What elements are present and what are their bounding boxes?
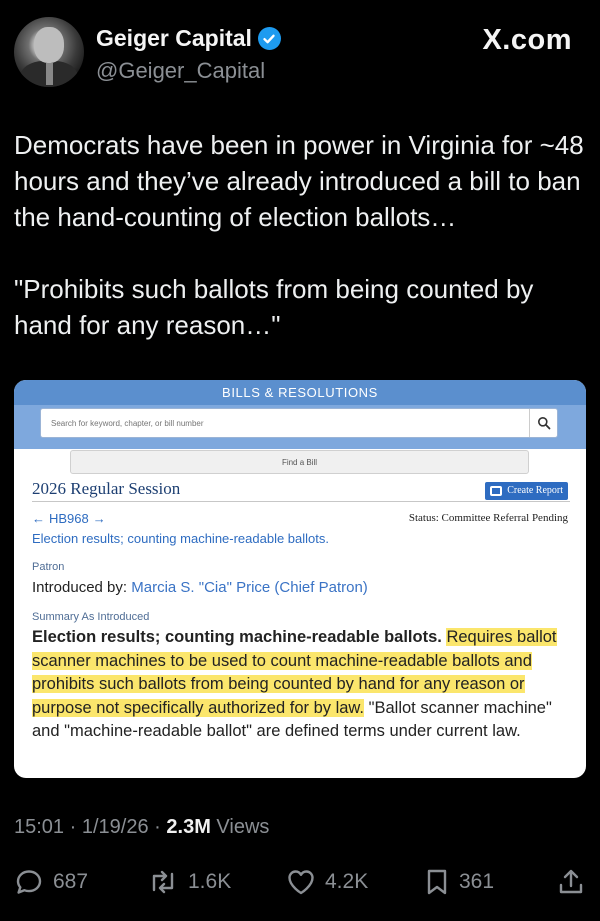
bill-nav xyxy=(32,511,106,526)
next-bill-arrow-icon[interactable]: → xyxy=(92,511,106,526)
like-button[interactable] xyxy=(286,862,368,902)
repost-button[interactable] xyxy=(147,862,231,902)
search-icon xyxy=(537,416,551,430)
views-count: 2.3M xyxy=(166,816,211,838)
reply-icon xyxy=(14,867,44,897)
avatar[interactable] xyxy=(14,17,84,87)
reply-count: 687 xyxy=(53,870,89,893)
tweet-paragraph: Democrats have been in power in Virginia for ~48 hours and they’ve already introduced a bill to ban the hand-counting of election ballots… xyxy=(14,130,584,232)
action-bar xyxy=(0,862,600,902)
prev-bill-arrow-icon[interactable]: ← xyxy=(32,511,45,526)
like-count: 4.2K xyxy=(325,870,369,893)
create-report-label: Create Report xyxy=(507,485,563,496)
patron-label: Patron xyxy=(32,561,65,573)
search-box[interactable] xyxy=(40,408,558,438)
tweet-time[interactable]: 15:01 xyxy=(14,816,65,838)
avatar-tie xyxy=(46,63,53,85)
avatar-face xyxy=(34,27,64,63)
search-button[interactable] xyxy=(529,409,557,437)
introduced-by-label: Introduced by: xyxy=(32,579,128,596)
bill-number: HB968 xyxy=(49,511,89,526)
share-button[interactable] xyxy=(557,862,585,902)
display-name[interactable]: Geiger Capital xyxy=(96,25,252,51)
tweet-meta xyxy=(14,816,269,839)
bill-status: Status: Committee Referral Pending xyxy=(408,512,568,524)
bookmark-count: 361 xyxy=(459,870,495,893)
tweet-paragraph: "Prohibits such ballots from being counted by hand for any reason…" xyxy=(14,274,534,340)
repost-icon xyxy=(147,867,179,897)
reply-button[interactable] xyxy=(14,862,88,902)
bookmark-button[interactable] xyxy=(424,862,494,902)
tweet-header xyxy=(0,0,600,110)
share-icon xyxy=(557,867,585,897)
display-name-row[interactable] xyxy=(96,25,281,52)
site-label: X.com xyxy=(482,24,572,56)
create-report-button[interactable] xyxy=(485,482,568,500)
meta-separator: · xyxy=(154,816,161,838)
embedded-screenshot[interactable] xyxy=(14,380,586,778)
find-bill-button[interactable]: Find a Bill xyxy=(70,450,529,474)
bills-banner: BILLS & RESOLUTIONS xyxy=(14,380,586,405)
print-icon xyxy=(490,486,502,496)
search-input[interactable] xyxy=(41,409,521,437)
session-title: 2026 Regular Session xyxy=(32,479,181,498)
bill-title: Election results; counting machine-readable ballots. xyxy=(32,531,330,546)
introduced-by xyxy=(32,579,368,596)
heart-icon xyxy=(286,868,316,896)
bookmark-icon xyxy=(424,867,450,897)
search-bar-area xyxy=(14,405,586,449)
handle[interactable]: @Geiger_Capital xyxy=(96,58,266,83)
tweet-date[interactable]: 1/19/26 xyxy=(81,816,149,838)
summary-heading: Election results; counting machine-readable ballots. xyxy=(32,628,442,646)
patron-link[interactable]: Marcia S. "Cia" Price (Chief Patron) xyxy=(131,579,368,596)
verified-badge-icon xyxy=(258,27,281,50)
divider xyxy=(32,501,570,502)
summary-highlighted: Requires ballot scanner machines to be used to count machine-readable ballots and prohibits such ballots from being counted by hand for any reason or purpose not specifically authorized for by law. xyxy=(32,628,557,717)
tweet-text xyxy=(14,127,584,379)
views-label: Views xyxy=(216,816,270,838)
summary-label: Summary As Introduced xyxy=(32,611,150,623)
summary-rest: "Ballot scanner machine" and "machine-readable ballot" are defined terms under current law. xyxy=(32,698,552,740)
summary-text xyxy=(32,626,568,744)
repost-count: 1.6K xyxy=(188,870,232,893)
meta-separator: · xyxy=(69,816,77,838)
